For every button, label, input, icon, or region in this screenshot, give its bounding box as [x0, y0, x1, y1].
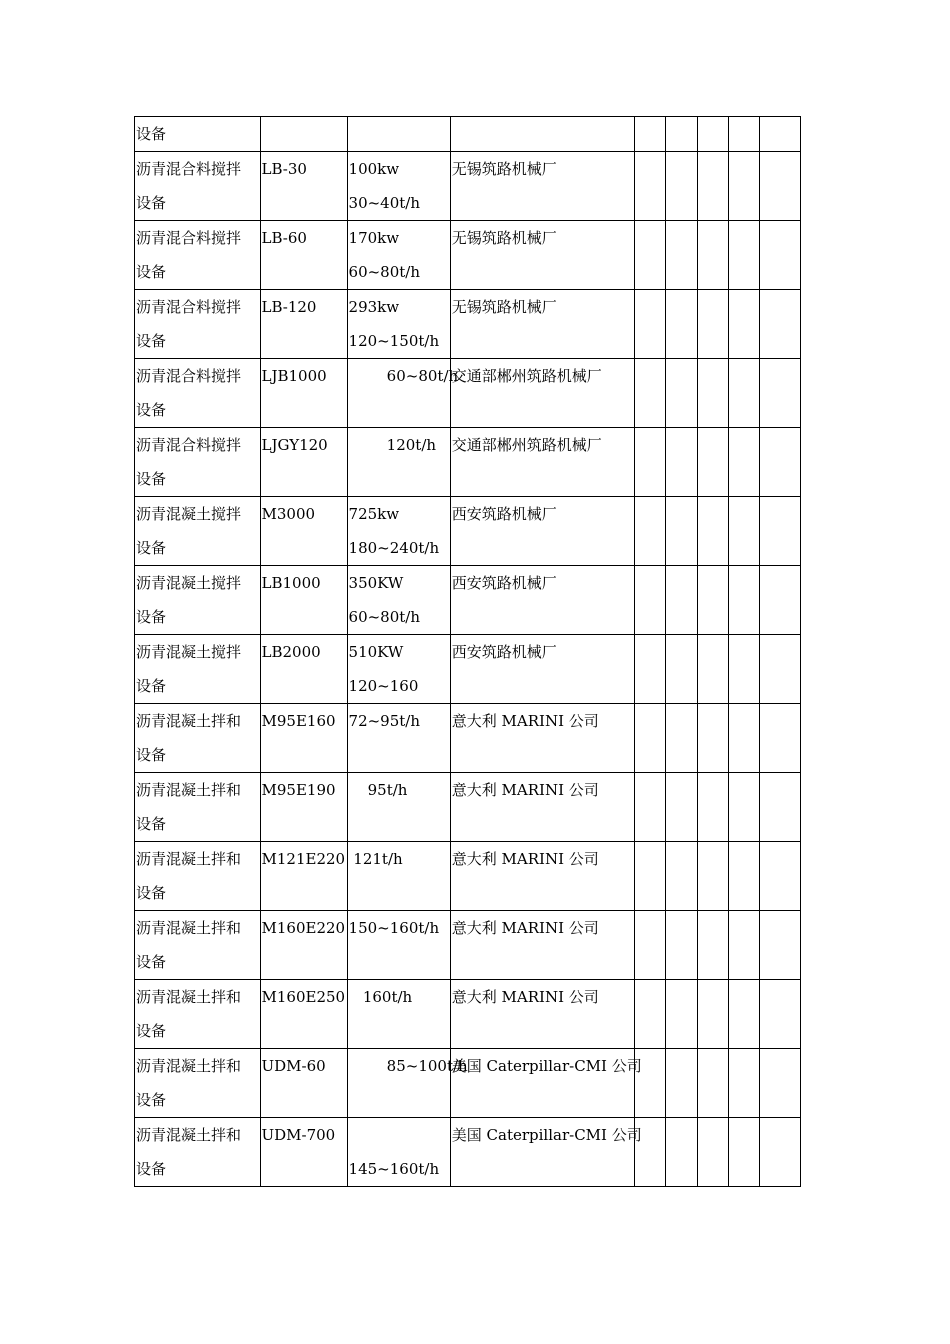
- empty-cell: [760, 842, 801, 911]
- manufacturer-cell: [450, 911, 634, 980]
- empty-cell: [697, 290, 728, 359]
- cell-text: LB-30: [261, 160, 307, 178]
- table-row: [135, 497, 801, 566]
- spec-cell: [347, 152, 450, 221]
- cell-text: 60~80t/h: [348, 608, 421, 626]
- cell-text: 95t/h: [348, 781, 408, 799]
- cell-text: LB-60: [261, 229, 307, 247]
- cell-text: 沥青混凝土搅拌: [136, 505, 242, 523]
- manufacturer-cell: [450, 497, 634, 566]
- empty-cell: [729, 1049, 760, 1118]
- empty-cell: [697, 1118, 728, 1187]
- empty-cell: [760, 980, 801, 1049]
- equipment-name-cell: [135, 497, 261, 566]
- empty-cell: [729, 117, 760, 152]
- empty-cell: [634, 152, 665, 221]
- empty-cell: [760, 497, 801, 566]
- equipment-name-cell: [135, 635, 261, 704]
- spec-cell: [347, 221, 450, 290]
- model-cell: [260, 566, 347, 635]
- empty-cell: [697, 842, 728, 911]
- cell-text: 设备: [136, 677, 167, 695]
- cell-text: 100kw: [348, 160, 400, 178]
- empty-cell: [760, 428, 801, 497]
- equipment-name-cell: [135, 1118, 261, 1187]
- cell-text: 120~160: [348, 677, 419, 695]
- cell-text: M3000: [261, 505, 316, 523]
- spec-cell: [347, 359, 459, 428]
- cell-text: 设备: [136, 332, 167, 350]
- equipment-name-cell: [135, 290, 261, 359]
- cell-text: 设备: [136, 539, 167, 557]
- cell-text: M160E250: [261, 988, 346, 1006]
- empty-cell: [729, 1118, 760, 1187]
- cell-text: 设备: [136, 815, 167, 833]
- model-cell: [260, 428, 347, 497]
- cell-text: LB-120: [261, 298, 317, 316]
- cell-text: 120t/h: [348, 436, 437, 454]
- manufacturer-cell: [450, 359, 634, 428]
- spec-cell: [347, 842, 450, 911]
- cell-text: M160E220: [261, 919, 346, 937]
- cell-text: 沥青混合料搅拌: [136, 367, 242, 385]
- table-row: [135, 221, 801, 290]
- cell-text: 沥青混凝土拌和: [136, 850, 242, 868]
- cell-text: 150~160t/h: [348, 919, 440, 937]
- empty-cell: [760, 566, 801, 635]
- empty-cell: [697, 117, 728, 152]
- table-row: [135, 842, 801, 911]
- cell-text: 121t/h: [348, 850, 403, 868]
- spec-cell: [347, 635, 450, 704]
- empty-cell: [666, 152, 697, 221]
- manufacturer-cell: [450, 704, 634, 773]
- empty-cell: [634, 773, 665, 842]
- empty-cell: [760, 359, 801, 428]
- cell-text: 设备: [136, 746, 167, 764]
- cell-text: 沥青混合料搅拌: [136, 298, 242, 316]
- empty-cell: [760, 704, 801, 773]
- empty-cell: [666, 1049, 697, 1118]
- spec-cell: [347, 773, 450, 842]
- cell-text: 沥青混凝土拌和: [136, 712, 242, 730]
- cell-text: 设备: [136, 608, 167, 626]
- equipment-name-cell: [135, 842, 261, 911]
- cell-text: 意大利 MARINI 公司: [451, 988, 599, 1006]
- cell-text: 西安筑路机械厂: [451, 505, 557, 523]
- empty-cell: [729, 152, 760, 221]
- spec-cell: [347, 1049, 468, 1118]
- cell-text: M121E220: [261, 850, 346, 868]
- cell-text: 交通部郴州筑路机械厂: [451, 436, 602, 454]
- cell-text: 60~80t/h: [348, 263, 421, 281]
- model-cell: [260, 290, 347, 359]
- empty-cell: [666, 635, 697, 704]
- cell-text: 设备: [136, 953, 167, 971]
- empty-cell: [697, 428, 728, 497]
- spec-cell: [347, 290, 450, 359]
- cell-text: M95E190: [261, 781, 336, 799]
- cell-text: 美国 Caterpillar-CMI 公司: [451, 1057, 642, 1075]
- equipment-name-cell: [135, 152, 261, 221]
- empty-cell: [697, 773, 728, 842]
- empty-cell: [729, 428, 760, 497]
- empty-cell: [729, 911, 760, 980]
- model-cell: [260, 842, 347, 911]
- table-row: [135, 773, 801, 842]
- manufacturer-cell: [450, 152, 634, 221]
- empty-cell: [729, 635, 760, 704]
- table-row: [135, 1118, 801, 1187]
- cell-text: [452, 117, 634, 151]
- equipment-table: [134, 116, 801, 1187]
- model-cell: [260, 152, 347, 221]
- cell-text: 无锡筑路机械厂: [451, 160, 557, 178]
- empty-cell: [666, 704, 697, 773]
- empty-cell: [729, 221, 760, 290]
- cell-text: 设备: [136, 884, 167, 902]
- spec-cell: [347, 428, 450, 497]
- empty-cell: [666, 290, 697, 359]
- cell-text: LJB1000: [261, 367, 327, 385]
- table-row: [135, 359, 801, 428]
- spec-cell: [347, 911, 450, 980]
- empty-cell: [760, 221, 801, 290]
- manufacturer-cell: [450, 428, 634, 497]
- cell-text: UDM-60: [261, 1057, 326, 1075]
- manufacturer-cell: [450, 1049, 642, 1118]
- empty-cell: [634, 359, 665, 428]
- model-cell: [260, 359, 347, 428]
- empty-cell: [634, 566, 665, 635]
- empty-cell: [634, 911, 665, 980]
- empty-cell: [666, 842, 697, 911]
- cell-text: 美国 Caterpillar-CMI 公司: [451, 1126, 642, 1144]
- model-cell: [260, 497, 347, 566]
- empty-cell: [666, 773, 697, 842]
- empty-cell: [634, 221, 665, 290]
- cell-text: 意大利 MARINI 公司: [451, 919, 599, 937]
- empty-cell: [697, 221, 728, 290]
- cell-text: 160t/h: [348, 988, 413, 1006]
- cell-text: 60~80t/h: [348, 367, 459, 385]
- empty-cell: [729, 773, 760, 842]
- cell-text: 西安筑路机械厂: [451, 574, 557, 592]
- manufacturer-cell: [450, 842, 634, 911]
- equipment-name-cell: [135, 428, 261, 497]
- table-row: [135, 117, 801, 152]
- cell-text: 沥青混凝土拌和: [136, 781, 242, 799]
- empty-cell: [666, 428, 697, 497]
- cell-text: 沥青混凝土搅拌: [136, 643, 242, 661]
- empty-cell: [760, 152, 801, 221]
- table-row: [135, 704, 801, 773]
- model-cell: [260, 221, 347, 290]
- empty-cell: [760, 773, 801, 842]
- model-cell: [260, 117, 347, 152]
- empty-cell: [729, 980, 760, 1049]
- empty-cell: [697, 152, 728, 221]
- cell-text: 293kw: [348, 298, 400, 316]
- table-row: [135, 290, 801, 359]
- cell-text: 设备: [136, 1160, 167, 1178]
- cell-text: 意大利 MARINI 公司: [451, 712, 599, 730]
- empty-cell: [634, 497, 665, 566]
- equipment-name-cell: [135, 980, 261, 1049]
- table-row: [135, 428, 801, 497]
- equipment-name-cell: [135, 911, 261, 980]
- spec-cell: [347, 980, 450, 1049]
- cell-text: 西安筑路机械厂: [451, 643, 557, 661]
- manufacturer-cell: [450, 773, 634, 842]
- cell-text: 意大利 MARINI 公司: [451, 850, 599, 868]
- spec-cell: [347, 566, 450, 635]
- cell-text: 350KW: [348, 574, 404, 592]
- manufacturer-cell: [450, 290, 634, 359]
- table-row: [135, 1049, 801, 1118]
- cell-text: LB1000: [261, 574, 321, 592]
- manufacturer-cell: [450, 635, 634, 704]
- empty-cell: [634, 428, 665, 497]
- cell-text: 设备: [136, 125, 167, 143]
- cell-text: 沥青混凝土拌和: [136, 988, 242, 1006]
- empty-cell: [666, 359, 697, 428]
- empty-cell: [634, 117, 665, 152]
- model-cell: [260, 911, 347, 980]
- empty-cell: [697, 359, 728, 428]
- equipment-name-cell: [135, 704, 261, 773]
- cell-text: 沥青混合料搅拌: [136, 229, 242, 247]
- equipment-name-cell: [135, 1049, 261, 1118]
- cell-text: 30~40t/h: [348, 194, 421, 212]
- empty-cell: [666, 221, 697, 290]
- manufacturer-cell: [450, 980, 634, 1049]
- cell-text: 设备: [136, 1091, 167, 1109]
- table-row: [135, 980, 801, 1049]
- table-row: [135, 635, 801, 704]
- empty-cell: [666, 1118, 697, 1187]
- empty-cell: [729, 497, 760, 566]
- cell-text: 设备: [136, 263, 167, 281]
- cell-text: 725kw: [348, 505, 400, 523]
- empty-cell: [697, 1049, 728, 1118]
- cell-text: 沥青混凝土搅拌: [136, 574, 242, 592]
- cell-text: 72~95t/h: [348, 712, 421, 730]
- empty-cell: [760, 117, 801, 152]
- spec-cell: [347, 497, 450, 566]
- cell-text: 设备: [136, 194, 167, 212]
- empty-cell: [666, 911, 697, 980]
- equipment-name-cell: [135, 566, 261, 635]
- cell-text: 设备: [136, 470, 167, 488]
- empty-cell: [697, 980, 728, 1049]
- cell-text: 145~160t/h: [348, 1160, 440, 1178]
- cell-text: LB2000: [261, 643, 321, 661]
- model-cell: [260, 773, 347, 842]
- cell-text: 意大利 MARINI 公司: [451, 781, 599, 799]
- cell-text: 沥青混凝土拌和: [136, 1057, 242, 1075]
- spec-cell: [347, 117, 450, 152]
- equipment-name-cell: [135, 359, 261, 428]
- empty-cell: [729, 566, 760, 635]
- empty-cell: [729, 290, 760, 359]
- empty-cell: [634, 980, 665, 1049]
- cell-text: 85~100t/h: [348, 1057, 468, 1075]
- model-cell: [260, 1118, 347, 1187]
- cell-text: 170kw: [348, 229, 400, 247]
- equipment-name-cell: [135, 773, 261, 842]
- cell-text: UDM-700: [261, 1126, 336, 1144]
- empty-cell: [697, 911, 728, 980]
- manufacturer-cell: [450, 221, 634, 290]
- model-cell: [260, 635, 347, 704]
- cell-text: 设备: [136, 1022, 167, 1040]
- empty-cell: [697, 704, 728, 773]
- cell-text: LJGY120: [261, 436, 328, 454]
- manufacturer-cell: [450, 117, 634, 152]
- equipment-name-cell: [135, 221, 261, 290]
- empty-cell: [760, 911, 801, 980]
- table-row: [135, 566, 801, 635]
- empty-cell: [760, 1118, 801, 1187]
- cell-text: [262, 117, 347, 151]
- empty-cell: [729, 704, 760, 773]
- cell-text: [349, 1118, 450, 1152]
- cell-text: 交通部郴州筑路机械厂: [451, 367, 602, 385]
- empty-cell: [760, 290, 801, 359]
- cell-text: 沥青混合料搅拌: [136, 160, 242, 178]
- model-cell: [260, 1049, 347, 1118]
- empty-cell: [634, 704, 665, 773]
- empty-cell: [697, 635, 728, 704]
- empty-cell: [760, 1049, 801, 1118]
- cell-text: M95E160: [261, 712, 336, 730]
- equipment-name-cell: [135, 117, 261, 152]
- empty-cell: [697, 497, 728, 566]
- cell-text: 沥青混合料搅拌: [136, 436, 242, 454]
- empty-cell: [729, 842, 760, 911]
- spec-cell: [347, 704, 450, 773]
- empty-cell: [666, 117, 697, 152]
- empty-cell: [634, 290, 665, 359]
- empty-cell: [666, 566, 697, 635]
- equipment-table-body: [135, 117, 801, 1187]
- cell-text: 120~150t/h: [348, 332, 440, 350]
- cell-text: 设备: [136, 401, 167, 419]
- cell-text: 沥青混凝土拌和: [136, 919, 242, 937]
- manufacturer-cell: [450, 566, 634, 635]
- empty-cell: [729, 359, 760, 428]
- model-cell: [260, 704, 347, 773]
- empty-cell: [697, 566, 728, 635]
- cell-text: 无锡筑路机械厂: [451, 298, 557, 316]
- model-cell: [260, 980, 347, 1049]
- cell-text: 510KW: [348, 643, 404, 661]
- empty-cell: [634, 842, 665, 911]
- cell-text: 沥青混凝土拌和: [136, 1126, 242, 1144]
- cell-text: 180~240t/h: [348, 539, 440, 557]
- spec-cell: [347, 1118, 450, 1187]
- table-row: [135, 152, 801, 221]
- empty-cell: [634, 635, 665, 704]
- manufacturer-cell: [450, 1118, 642, 1187]
- empty-cell: [666, 980, 697, 1049]
- table-row: [135, 911, 801, 980]
- cell-text: 无锡筑路机械厂: [451, 229, 557, 247]
- empty-cell: [666, 497, 697, 566]
- empty-cell: [760, 635, 801, 704]
